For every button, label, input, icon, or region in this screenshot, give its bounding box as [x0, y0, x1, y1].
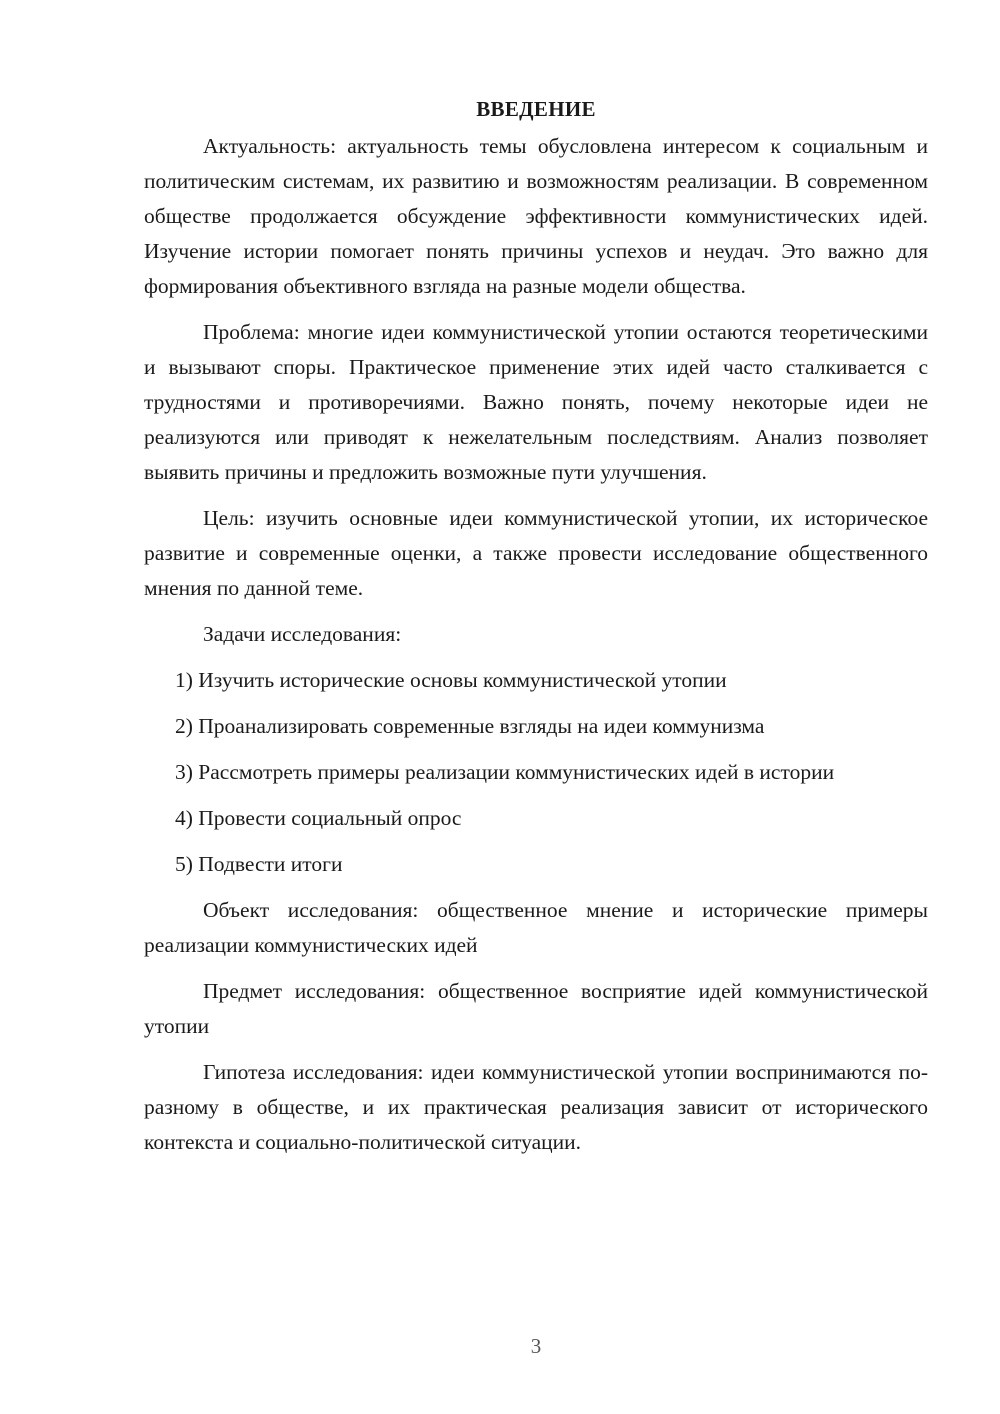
page-content — [144, 92, 928, 1160]
problem-paragraph: Проблема: многие идеи коммунистической утопии остаются теоретическими и вызывают споры. Практическое применение этих идей часто сталкивается с трудностями и противоречиями. Важно понять, почему некоторые идеи не реализуются или приводят к нежелательным последствиям. Анализ позволяет выявить причины и предложить возможные пути улучшения. — [144, 320, 928, 484]
relevance-paragraph: Актуальность: актуальность темы обусловлена интересом к социальным и политическим системам, их развитию и возможностям реализации. В современном обществе продолжается обсуждение эффективности коммунистических идей. Изучение истории помогает понять причины успехов и неудач. Это важно для формирования объективного взгляда на разные модели общества. — [144, 134, 928, 298]
hypothesis-paragraph: Гипотеза исследования: идеи коммунистической утопии воспринимаются по-разному в обществе, и их практическая реализация зависит от исторического контекста и социально-политической ситуации. — [144, 1060, 928, 1154]
goal-paragraph: Цель: изучить основные идеи коммунистической утопии, их историческое развитие и современные оценки, а также провести исследование общественного мнения по данной теме. — [144, 506, 928, 600]
page-number: 3 — [530, 1334, 542, 1358]
task-item-1: 1) Изучить исторические основы коммунистической утопии — [175, 668, 727, 692]
object-paragraph: Объект исследования: общественное мнение и исторические примеры реализации коммунистических идей — [144, 898, 928, 957]
task-item-3: 3) Рассмотреть примеры реализации коммунистических идей в истории — [175, 760, 835, 784]
task-item-5: 5) Подвести итоги — [175, 852, 343, 876]
task-item-2: 2) Проанализировать современные взгляды на идеи коммунизма — [175, 714, 765, 738]
tasks-heading: Задачи исследования: — [203, 622, 402, 646]
page-title: ВВЕДЕНИЕ — [476, 97, 596, 121]
task-item-4: 4) Провести социальный опрос — [175, 806, 462, 830]
subject-paragraph: Предмет исследования: общественное восприятие идей коммунистической утопии — [144, 979, 928, 1038]
